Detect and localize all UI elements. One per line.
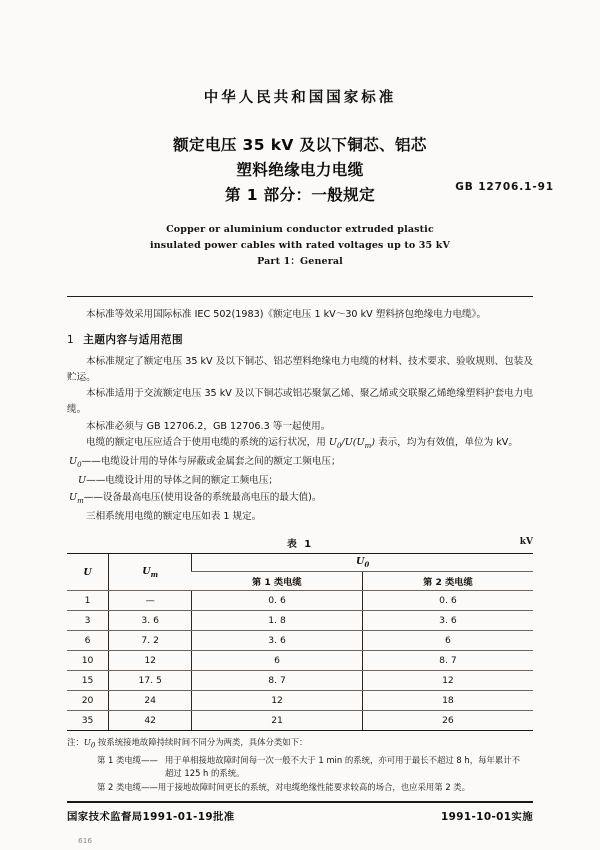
cell-class1: 21 <box>192 711 363 731</box>
iec-equivalence-note: 本标准等效采用国际标准 IEC 502(1983)《额定电压 1 kV～30 kV 塑料挤包绝缘电力电缆》。 <box>86 309 487 320</box>
table-notes <box>67 736 533 794</box>
note-class2-label: 第 2 类电缆—— <box>97 781 158 792</box>
standard-number: GB 12706.1-91 <box>455 181 554 193</box>
table-row <box>67 611 533 631</box>
cell-um: 3. 6 <box>109 611 192 631</box>
table-caption: 表 1 <box>286 539 314 551</box>
cell-class2: 6 <box>362 631 533 651</box>
table-row <box>67 671 533 691</box>
cell-um: — <box>109 591 192 611</box>
cell-class1: 12 <box>192 691 363 711</box>
title-block <box>70 133 554 208</box>
cell-class2: 3. 6 <box>362 611 533 631</box>
table-row <box>67 691 533 711</box>
page-footer <box>67 808 533 823</box>
issuing-nation-heading: 中华人民共和国国家标准 <box>203 90 397 106</box>
rated-voltage-paragraph <box>67 435 533 454</box>
document-title-line-3: 第 1 部分：一般规定 <box>225 186 375 204</box>
table-col-header-u0-group: $U_0$ <box>192 554 533 572</box>
cell-um: 24 <box>109 691 192 711</box>
table-row <box>67 711 533 731</box>
cell-um: 12 <box>109 651 192 671</box>
rated-voltage-table <box>67 553 533 731</box>
table-col-header-class1: 第 1 类电缆 <box>192 572 363 591</box>
table-header-row-1 <box>67 554 533 572</box>
cell-class2: 0. 6 <box>362 591 533 611</box>
symbol-u0-note: $U_0$ <box>83 737 96 750</box>
cell-u: 1 <box>67 591 109 611</box>
table-unit-label: kV <box>519 537 533 548</box>
table-row <box>67 651 533 671</box>
document-title-line-1: 额定电压 35 kV 及以下铜芯、铝芯 <box>173 136 427 154</box>
cell-u: 6 <box>67 631 109 651</box>
cell-um: 17. 5 <box>109 671 192 691</box>
cell-u: 35 <box>67 711 109 731</box>
english-title-block <box>0 222 600 270</box>
footer-divider-rule <box>67 801 533 802</box>
rated-voltage-text-pre: 电缆的额定电压应适合于使用电缆的系统的运行状况，用 <box>86 437 329 449</box>
english-title-line-3: Part 1：General <box>257 256 343 267</box>
english-title-line-1: Copper or aluminium conductor extruded plastic <box>166 224 434 235</box>
table-row <box>67 591 533 611</box>
note-class2 <box>97 781 533 795</box>
table-caption-row <box>67 536 533 551</box>
note-class2-text: 用于接地故障时间更长的系统，对电缆绝缘性能要求较高的场合，也应采用第 2 类。 <box>157 781 471 792</box>
table-col-header-um: $U_m$ <box>109 554 192 591</box>
english-title-line-2: insulated power cables with rated voltages up to 35 kV <box>149 240 451 251</box>
note-heading-post: 按系统接地故障持续时间不同分为两类，具体分类如下： <box>95 737 308 748</box>
masthead <box>0 0 600 270</box>
note-class1-text: 用于单相接地故障时间每一次一般不大于 1 min 的系统，亦可用于最长不超过 8 h，每年累计不 <box>165 754 520 765</box>
cell-u: 3 <box>67 611 109 631</box>
page-number: 616 <box>78 835 93 845</box>
table-col-header-class2: 第 2 类电缆 <box>362 572 533 591</box>
document-title-line-2: 塑料绝缘电力电缆 <box>236 161 364 179</box>
cell-class2: 8. 7 <box>362 651 533 671</box>
scope-paragraph-3: 本标准必须与 GB 12706.2，GB 12706.3 等一起使用。 <box>86 420 331 432</box>
note-heading-pre: 注： <box>67 737 84 748</box>
table-col-header-u: U <box>67 554 109 591</box>
cell-class1: 1. 8 <box>192 611 363 631</box>
symbol-u0: $U_0$ <box>69 456 82 470</box>
cell-u: 10 <box>67 651 109 671</box>
note-class1-continued <box>97 767 533 781</box>
definition-u0 <box>69 454 533 473</box>
definition-u-text: ——电缆设计用的导体之间的额定工频电压； <box>86 475 278 487</box>
note-class1-text-2: 超过 125 h 的系统。 <box>165 768 245 779</box>
cell-um: 7. 2 <box>109 631 192 651</box>
definition-um <box>69 490 533 509</box>
scope-paragraph-1: 本标准规定了额定电压 35 kV 及以下铜芯、铝芯塑料绝缘电力电缆的材料、技术要求、验收规则、包装及贮运。 <box>67 355 533 383</box>
symbol-u0-over-u-um: $U_0/U(U_m)$ <box>328 437 376 450</box>
cell-u: 15 <box>67 671 109 691</box>
document-body <box>67 297 533 525</box>
section-1-number: 1 <box>67 334 75 347</box>
effective-date-statement: 1991-10-01实施 <box>440 810 533 823</box>
cell-class1: 0. 6 <box>192 591 363 611</box>
cell-class2: 12 <box>362 671 533 691</box>
definition-u0-text: ——电缆设计用的导体与屏蔽或金属套之间的额定工频电压； <box>81 456 341 468</box>
note-heading <box>67 736 533 753</box>
cell-class1: 8. 7 <box>192 671 363 691</box>
symbol-um: $U_m$ <box>69 491 84 505</box>
cell-class1: 3. 6 <box>192 631 363 651</box>
scope-paragraph-2: 本标准适用于交流额定电压 35 kV 及以下铜芯或铝芯聚氯乙烯、聚乙烯或交联聚乙烯绝缘塑料护套电力电缆。 <box>67 388 533 416</box>
cell-class1: 6 <box>192 651 363 671</box>
cell-u: 20 <box>67 691 109 711</box>
cell-class2: 26 <box>362 711 533 731</box>
definition-u <box>78 473 533 489</box>
table-reference-paragraph: 三相系统用电缆的额定电压如表 1 规定。 <box>86 510 262 522</box>
note-class1-label: 第 1 类电缆—— <box>97 754 158 765</box>
rated-voltage-text-post: 表示，均为有效值，单位为 kV。 <box>375 437 518 449</box>
note-class1 <box>97 754 533 768</box>
symbol-u: U <box>78 475 87 487</box>
section-1-heading <box>67 332 533 348</box>
table-row <box>67 631 533 651</box>
approval-statement: 国家技术监督局1991-01-19批准 <box>67 810 235 823</box>
cell-um: 42 <box>109 711 192 731</box>
cell-class2: 18 <box>362 691 533 711</box>
section-1-title: 主题内容与适用范围 <box>83 334 184 347</box>
definition-um-text: ——设备最高电压(使用设备的系统最高电压的最大值)。 <box>83 491 322 503</box>
